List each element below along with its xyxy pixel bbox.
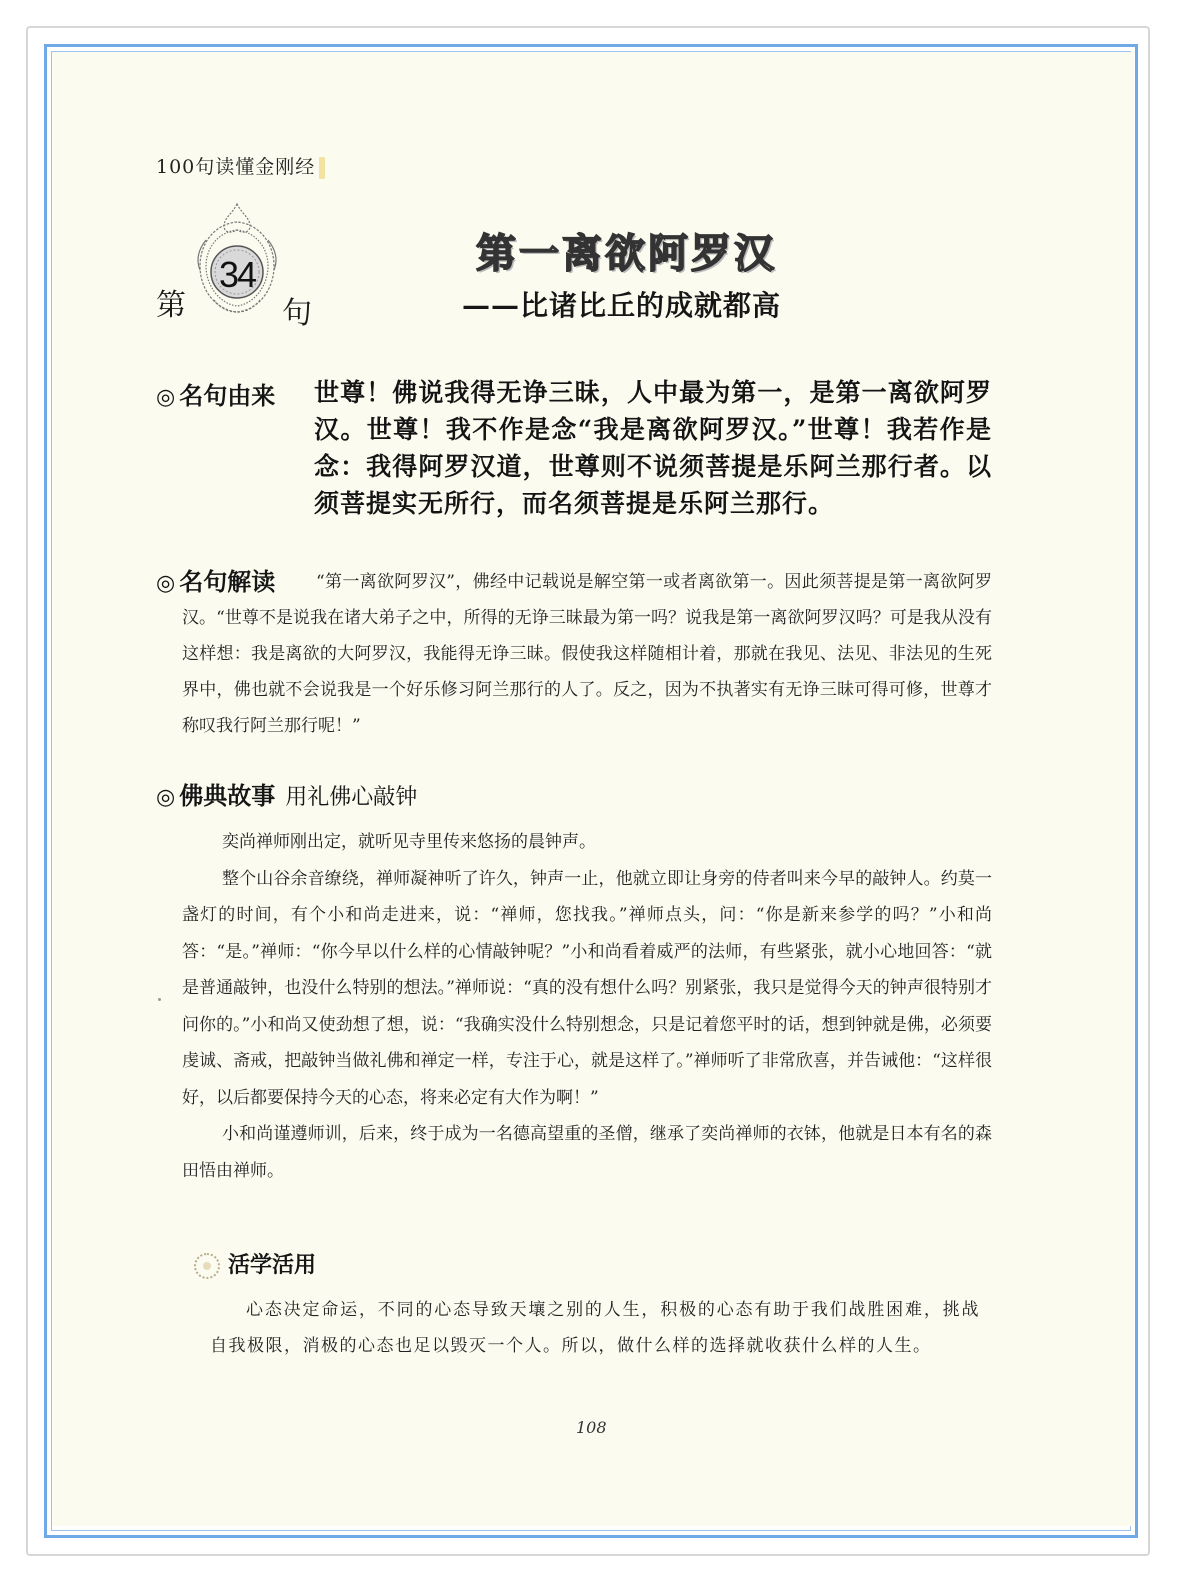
sentence-number: 34 (218, 254, 256, 295)
sentence-suffix: 句 (282, 296, 312, 331)
chapter-subtitle: ——比诸比丘的成就都高 (462, 289, 782, 322)
book-page (52, 52, 1134, 1526)
chapter-title: 第一离欲阿罗汉 (476, 232, 777, 276)
print-speck (158, 998, 161, 1001)
apply-heading-label: 活学活用 (228, 1253, 317, 1278)
apply-section-heading (194, 1248, 316, 1279)
story-body (182, 824, 992, 1189)
sun-ornament-icon (194, 1253, 220, 1279)
apply-text: 心态决定命运，不同的心态导致天壤之别的人生，积极的心态有助于我们战胜困难，挑战自我极限，消极的心态也足以毁灭一个人。所以，做什么样的选择就收获什么样的人生。 (210, 1300, 980, 1356)
sentence-number-emblem (152, 200, 322, 331)
quote-text: 世尊！佛说我得无诤三昧，人中最为第一，是第一离欲阿罗汉。世尊！我不作是念“我是离欲阿罗汉。”世尊！我若作是念：我得阿罗汉道，世尊则不说须菩提是乐阿兰那行者。以须菩提实无所行，而名须菩提是乐阿兰那行。 (314, 378, 992, 518)
story-section-heading (156, 776, 417, 811)
interp-text: “第一离欲阿罗汉”，佛经中记载说是解空第一或者离欲第一。因此须菩提是第一离欲阿罗汉。“世尊不是说我在诸大弟子之中，所得的无诤三昧最为第一吗？说我是第一离欲阿罗汉吗？可是我从没有这样想：我是离欲的大阿罗汉，我能得无诤三昧。假使我这样随相计着，那就在我见、法见、非法见的生死界中，佛也就不会说我是一个好乐修习阿兰那行的人了。反之，因为不执著实有无诤三昧可得可修，世尊才称叹我行阿兰那行呢！” (182, 572, 992, 736)
book-title: 100句读懂金刚经 (156, 156, 316, 178)
section-mark-icon: ◎ (156, 385, 176, 410)
section-mark-icon: ◎ (156, 571, 176, 596)
page-number: 108 (576, 1418, 607, 1437)
sentence-prefix: 第 (156, 288, 186, 323)
section-mark-icon: ◎ (156, 785, 176, 810)
running-header (156, 152, 325, 179)
story-paragraph: 整个山谷余音缭绕，禅师凝神听了许久，钟声一止，他就立即让身旁的侍者叫来今早的敲钟人。约莫一盏灯的时间，有个小和尚走进来，说：“禅师，您找我。”禅师点头，问：“你是新来参学的吗？”小和尚答：“是。”禅师：“你今早以什么样的心情敲钟呢？”小和尚看着威严的法师，有些紧张，就小心地回答：“就是普通敲钟，也没什么特别的想法。”禅师说：“真的没有想什么吗？别紧张，我只是觉得今天的钟声很特别才问你的。”小和尚又使劲想了想，说：“我确实没什么特别想念，只是记着您平时的话，想到钟就是佛，必须要虔诚、斋戒，把敲钟当做礼佛和禅定一样，专注于心，就是这样了。”禅师听了非常欣喜，并告诫他：“这样很好，以后都要保持今天的心态，将来必定有大作为啊！” (182, 868, 992, 1108)
story-paragraph: 奕尚禅师刚出定，就听见寺里传来悠扬的晨钟声。 (222, 832, 596, 852)
story-paragraph: 小和尚谨遵师训，后来，终于成为一名德高望重的圣僧，继承了奕尚禅师的衣钵，他就是日本有名的森田悟由禅师。 (182, 1124, 992, 1181)
story-title: 用礼佛心敲钟 (285, 785, 418, 810)
interp-heading-label: 名句解读 (179, 568, 276, 596)
story-heading-label: 佛典故事 (179, 782, 276, 810)
header-accent-bar (319, 157, 325, 179)
quote-section-heading (156, 376, 275, 411)
quote-heading-label: 名句由来 (179, 382, 276, 410)
